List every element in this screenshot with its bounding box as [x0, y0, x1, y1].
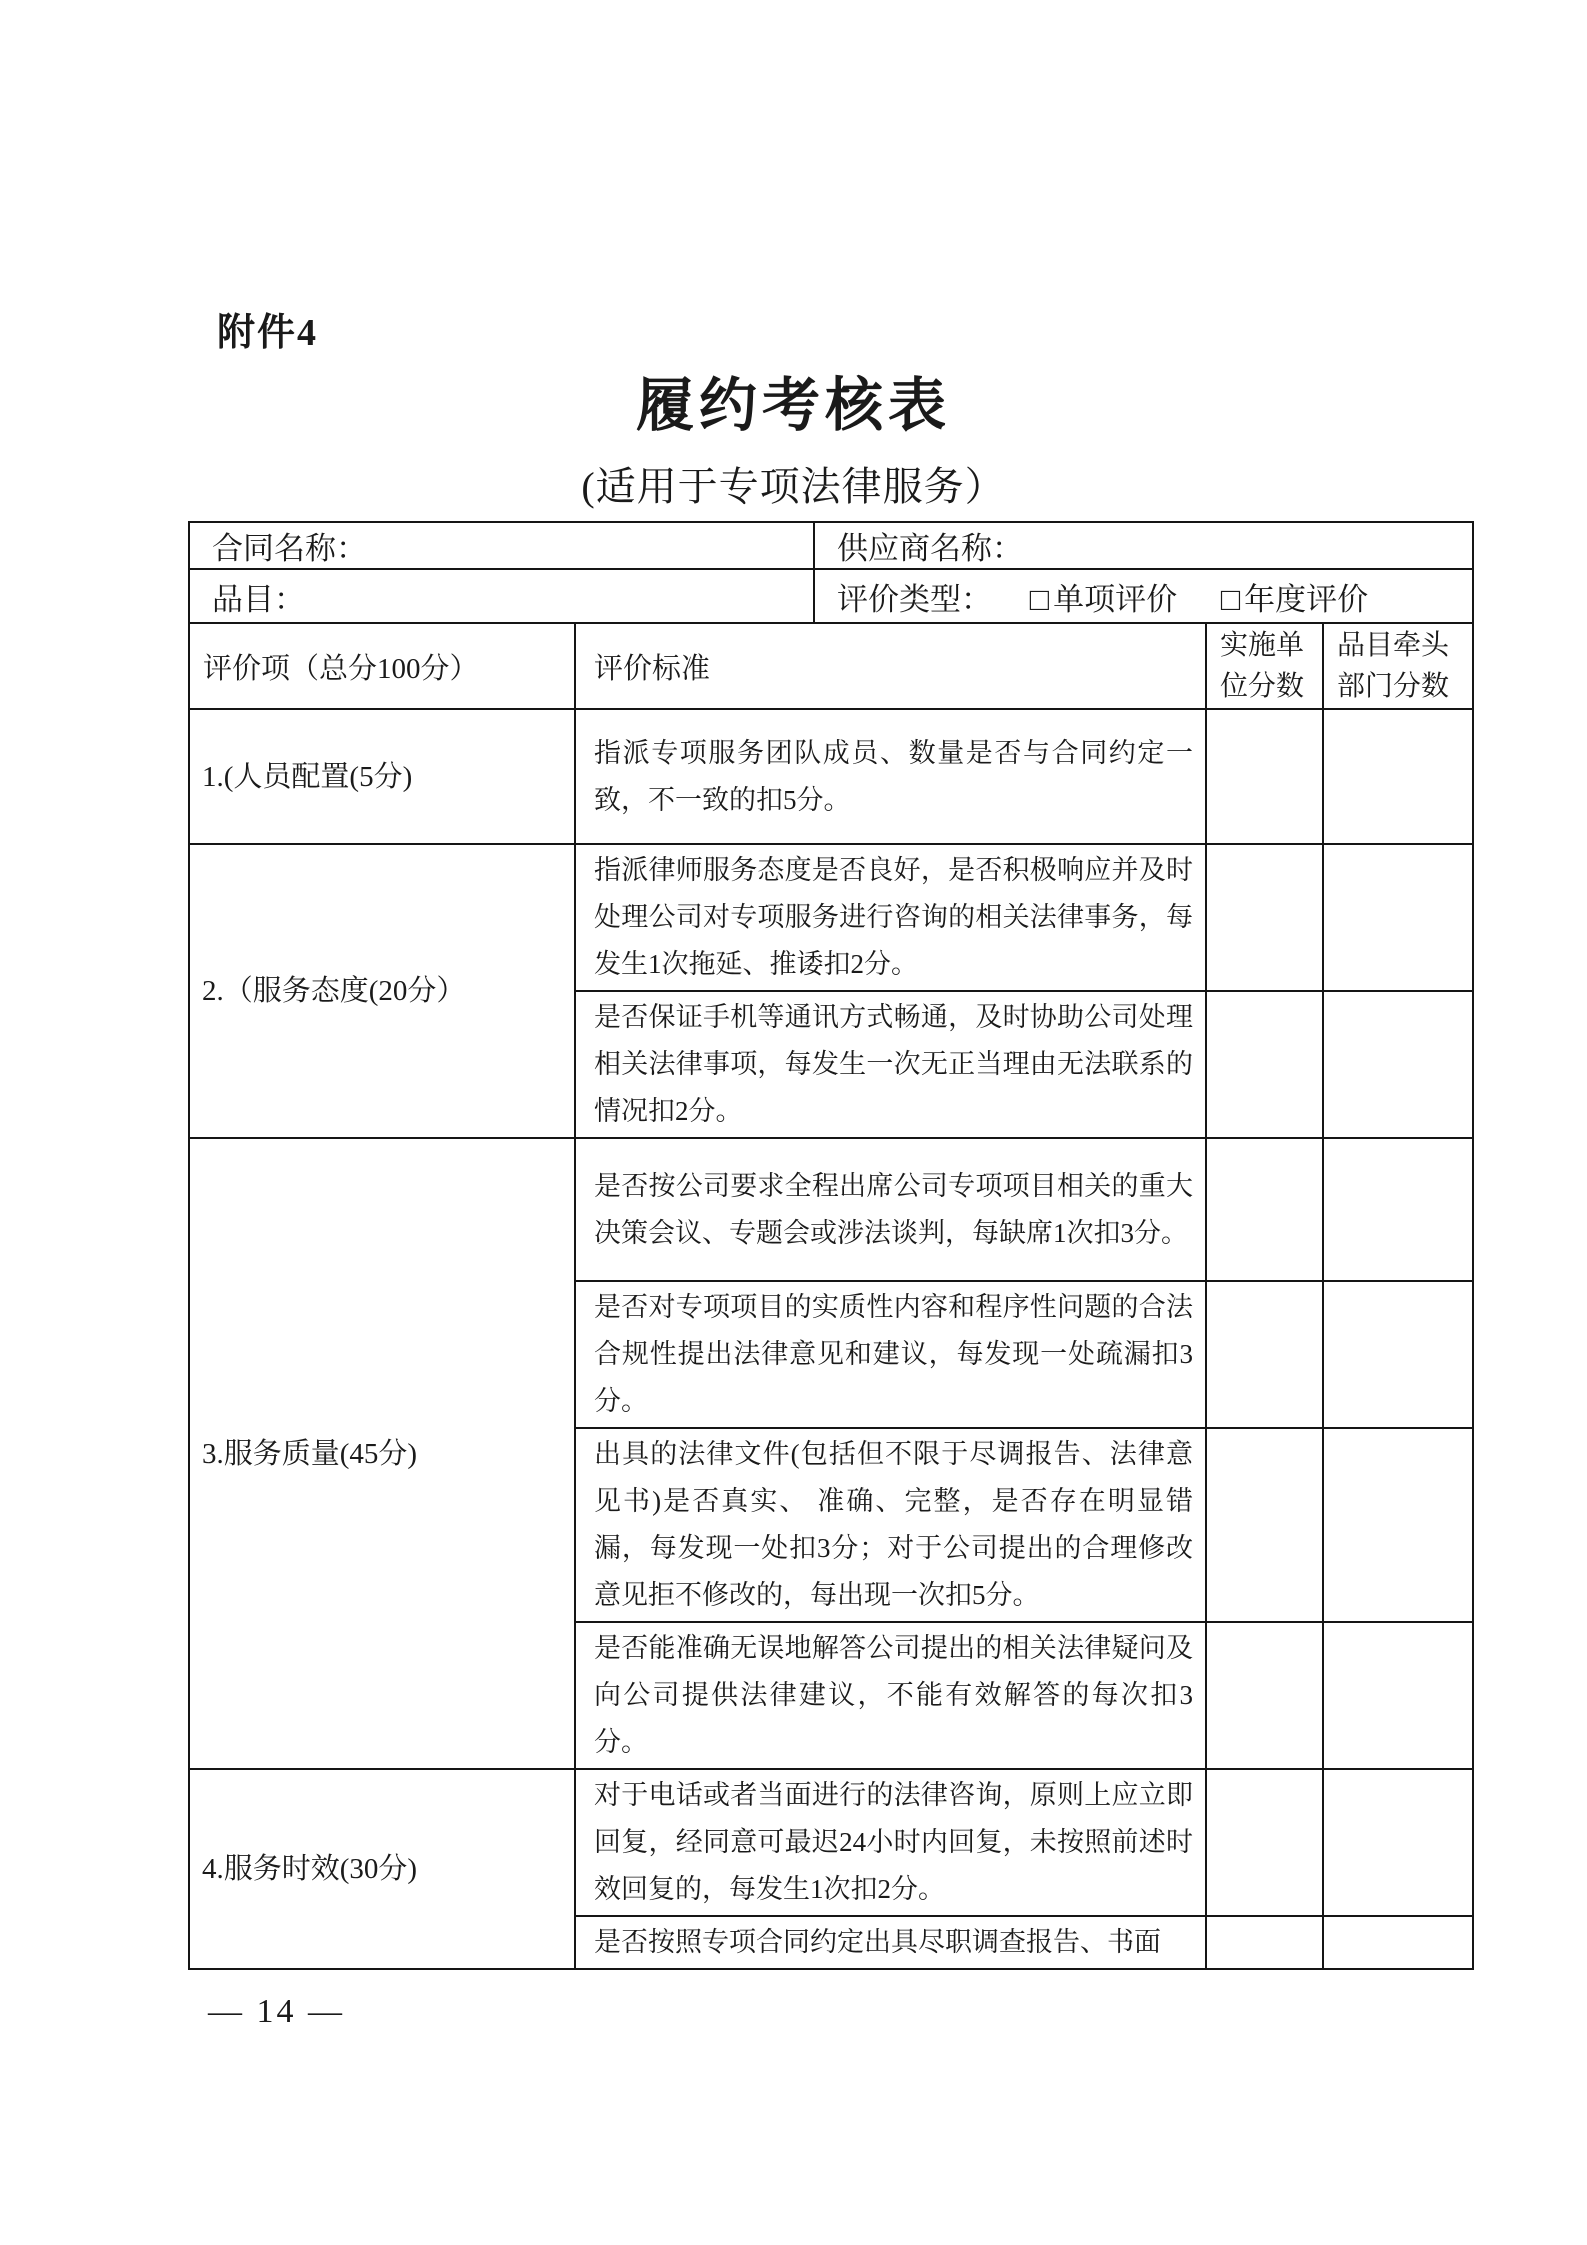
col-header-eval-item: 评价项（总分100分） — [189, 623, 575, 709]
table-row — [189, 1769, 1473, 1916]
info-row-category-type — [189, 569, 1473, 623]
table-header-row — [189, 623, 1473, 709]
lead-dept-score-cell[interactable] — [1323, 1769, 1473, 1916]
checkbox-label: 单项评价 — [1053, 581, 1178, 617]
category-cell[interactable] — [189, 569, 814, 623]
criteria-cell-truncated: 是否按照专项合同约定出具尽职调查报告、书面 — [575, 1916, 1206, 1969]
col-header-eval-criteria: 评价标准 — [575, 623, 1206, 709]
col-header-lead-dept-score: 品目牵头部门分数 — [1323, 623, 1473, 709]
item-cell-service-quality: 3.服务质量(45分) — [189, 1138, 575, 1769]
category-label: 品目： — [212, 581, 305, 617]
form-tables — [188, 521, 1474, 1970]
table-row — [189, 844, 1473, 991]
impl-unit-score-cell[interactable] — [1206, 991, 1323, 1138]
supplier-name-cell[interactable] — [814, 522, 1473, 569]
criteria-cell: 是否保证手机等通讯方式畅通，及时协助公司处理相关法律事项，每发生一次无正当理由无法联系的情况扣2分。 — [575, 991, 1206, 1138]
contract-name-label: 合同名称： — [212, 531, 367, 566]
lead-dept-score-cell[interactable] — [1323, 1138, 1473, 1281]
criteria-cell: 对于电话或者当面进行的法律咨询，原则上应立即回复，经同意可最迟24小时内回复，未按照前述时效回复的，每发生1次扣2分。 — [575, 1769, 1206, 1916]
attachment-label: 附件4 — [217, 312, 319, 354]
impl-unit-score-cell[interactable] — [1206, 1622, 1323, 1769]
criteria-cell: 是否对专项项目的实质性内容和程序性问题的合法合规性提出法律意见和建议，每发现一处疏漏扣3分。 — [575, 1281, 1206, 1428]
item-cell-staffing: 1.(人员配置(5分) — [189, 709, 575, 844]
info-row-names — [189, 522, 1473, 569]
checkbox-label: 年度评价 — [1244, 581, 1369, 617]
evaluation-table — [188, 622, 1474, 1970]
col-header-impl-unit-score: 实施单位分数 — [1206, 623, 1323, 709]
lead-dept-score-cell[interactable] — [1323, 844, 1473, 991]
table-row — [189, 709, 1473, 844]
criteria-cell: 出具的法律文件(包括但不限于尽调报告、法律意见书)是否真实、 准确、完整，是否存在明显错漏，每发现一处扣3分；对于公司提出的合理修改意见拒不修改的，每出现一次扣5分。 — [575, 1428, 1206, 1622]
lead-dept-score-cell[interactable] — [1323, 991, 1473, 1138]
lead-dept-score-cell[interactable] — [1323, 1622, 1473, 1769]
criteria-cell: 是否能准确无误地解答公司提出的相关法律疑问及向公司提供法律建议，不能有效解答的每次扣3分。 — [575, 1622, 1206, 1769]
lead-dept-score-cell[interactable] — [1323, 709, 1473, 844]
impl-unit-score-cell[interactable] — [1206, 1916, 1323, 1969]
checkbox-icon: □ — [1029, 580, 1050, 617]
checkbox-single-evaluation[interactable] — [1030, 574, 1177, 619]
criteria-cell: 是否按公司要求全程出席公司专项项目相关的重大决策会议、专题会或涉法谈判，每缺席1次扣3分。 — [575, 1138, 1206, 1281]
lead-dept-score-cell[interactable] — [1323, 1428, 1473, 1622]
eval-type-label: 评价类型： — [837, 581, 992, 617]
checkbox-icon: □ — [1220, 580, 1241, 617]
item-cell-service-attitude: 2.（服务态度(20分） — [189, 844, 575, 1138]
lead-dept-score-cell[interactable] — [1323, 1916, 1473, 1969]
criteria-cell: 指派专项服务团队成员、数量是否与合同约定一致，不一致的扣5分。 — [575, 709, 1206, 844]
supplier-name-label: 供应商名称： — [837, 531, 1023, 566]
impl-unit-score-cell[interactable] — [1206, 1769, 1323, 1916]
impl-unit-score-cell[interactable] — [1206, 1428, 1323, 1622]
eval-type-cell — [814, 569, 1473, 623]
lead-dept-score-cell[interactable] — [1323, 1281, 1473, 1428]
table-row — [189, 1138, 1473, 1281]
impl-unit-score-cell[interactable] — [1206, 1138, 1323, 1281]
item-cell-service-timeliness: 4.服务时效(30分) — [189, 1769, 575, 1969]
impl-unit-score-cell[interactable] — [1206, 1281, 1323, 1428]
impl-unit-score-cell[interactable] — [1206, 844, 1323, 991]
checkbox-annual-evaluation[interactable] — [1221, 574, 1368, 619]
page-number: — 14 — — [208, 1993, 345, 2030]
impl-unit-score-cell[interactable] — [1206, 709, 1323, 844]
page-subtitle: (适用于专项法律服务） — [581, 464, 1006, 509]
criteria-cell: 指派律师服务态度是否良好，是否积极响应并及时处理公司对专项服务进行咨询的相关法律事务，每发生1次拖延、推诿扣2分。 — [575, 844, 1206, 991]
page-title: 履约考核表 — [635, 373, 951, 438]
contract-info-table — [188, 521, 1474, 624]
contract-name-cell[interactable] — [189, 522, 814, 569]
